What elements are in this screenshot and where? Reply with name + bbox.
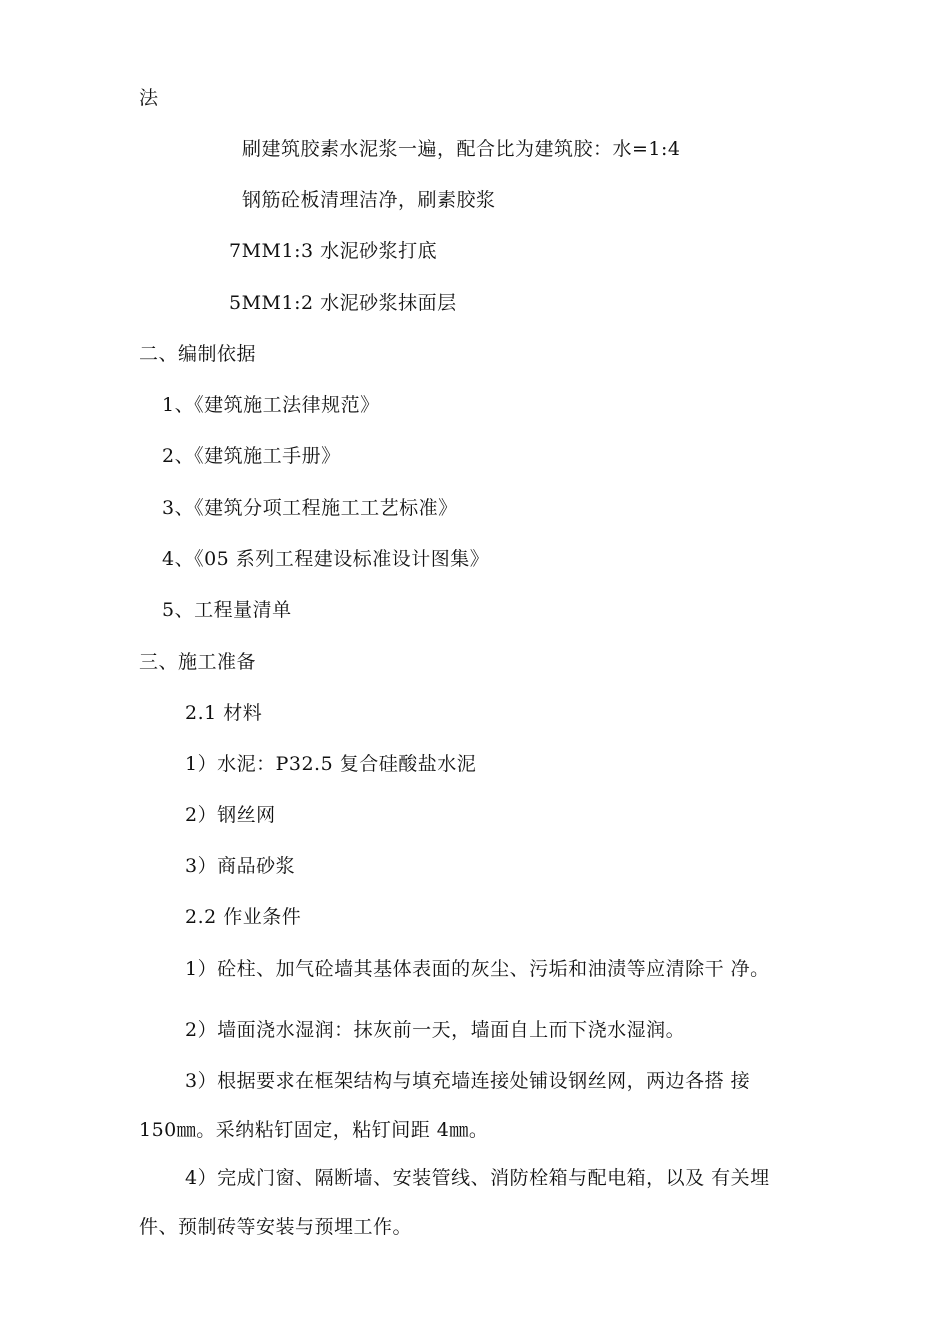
section-heading-preparation: 三、施工准备 — [139, 651, 257, 673]
list-item-condition-3: 3）根据要求在框架结构与填充墙连接处铺设钢丝网，两边各搭 接 — [185, 1070, 751, 1092]
list-item-basis-4: 4、《05 系列工程建设标准设计图集》 — [162, 548, 490, 570]
text-line-finish-coat: 5MM1:2 水泥砂浆抹面层 — [229, 292, 457, 314]
list-item-material-3: 3）商品砂浆 — [185, 855, 296, 877]
list-item-basis-1: 1、《建筑施工法律规范》 — [162, 394, 380, 416]
subheading-materials: 2.1 材料 — [185, 702, 263, 724]
section-heading-basis: 二、编制依据 — [139, 343, 257, 365]
list-item-condition-3-cont: 150㎜。采纳粘钉固定，粘钉间距 4㎜。 — [139, 1119, 489, 1141]
list-item-basis-3: 3、《建筑分项工程施工工艺标准》 — [162, 497, 458, 519]
text-line-slab-cleaning: 钢筋砼板清理洁净，刷素胶浆 — [242, 189, 496, 211]
list-item-condition-4: 4）完成门窗、隔断墙、安装管线、消防栓箱与配电箱，以及 有关埋 — [185, 1167, 770, 1189]
list-item-basis-5: 5、工程量清单 — [162, 599, 292, 621]
list-item-basis-2: 2、《建筑施工手册》 — [162, 445, 341, 467]
text-line-base-coat: 7MM1:3 水泥砂浆打底 — [229, 240, 438, 262]
subheading-conditions: 2.2 作业条件 — [185, 906, 302, 928]
list-item-material-1: 1）水泥：P32.5 复合硅酸盐水泥 — [185, 753, 477, 775]
list-item-material-2: 2）钢丝网 — [185, 804, 276, 826]
text-line-glue-slurry: 刷建筑胶素水泥浆一遍，配合比为建筑胶：水=1:4 — [242, 138, 681, 160]
text-line-method-tail: 法 — [139, 87, 159, 109]
list-item-condition-1: 1）砼柱、加气砼墙其基体表面的灰尘、污垢和油渍等应清除干 净。 — [185, 958, 770, 980]
list-item-condition-2: 2）墙面浇水湿润：抹灰前一天，墙面自上而下浇水湿润。 — [185, 1019, 686, 1041]
list-item-condition-4-cont: 件、预制砖等安装与预埋工作。 — [139, 1216, 413, 1238]
